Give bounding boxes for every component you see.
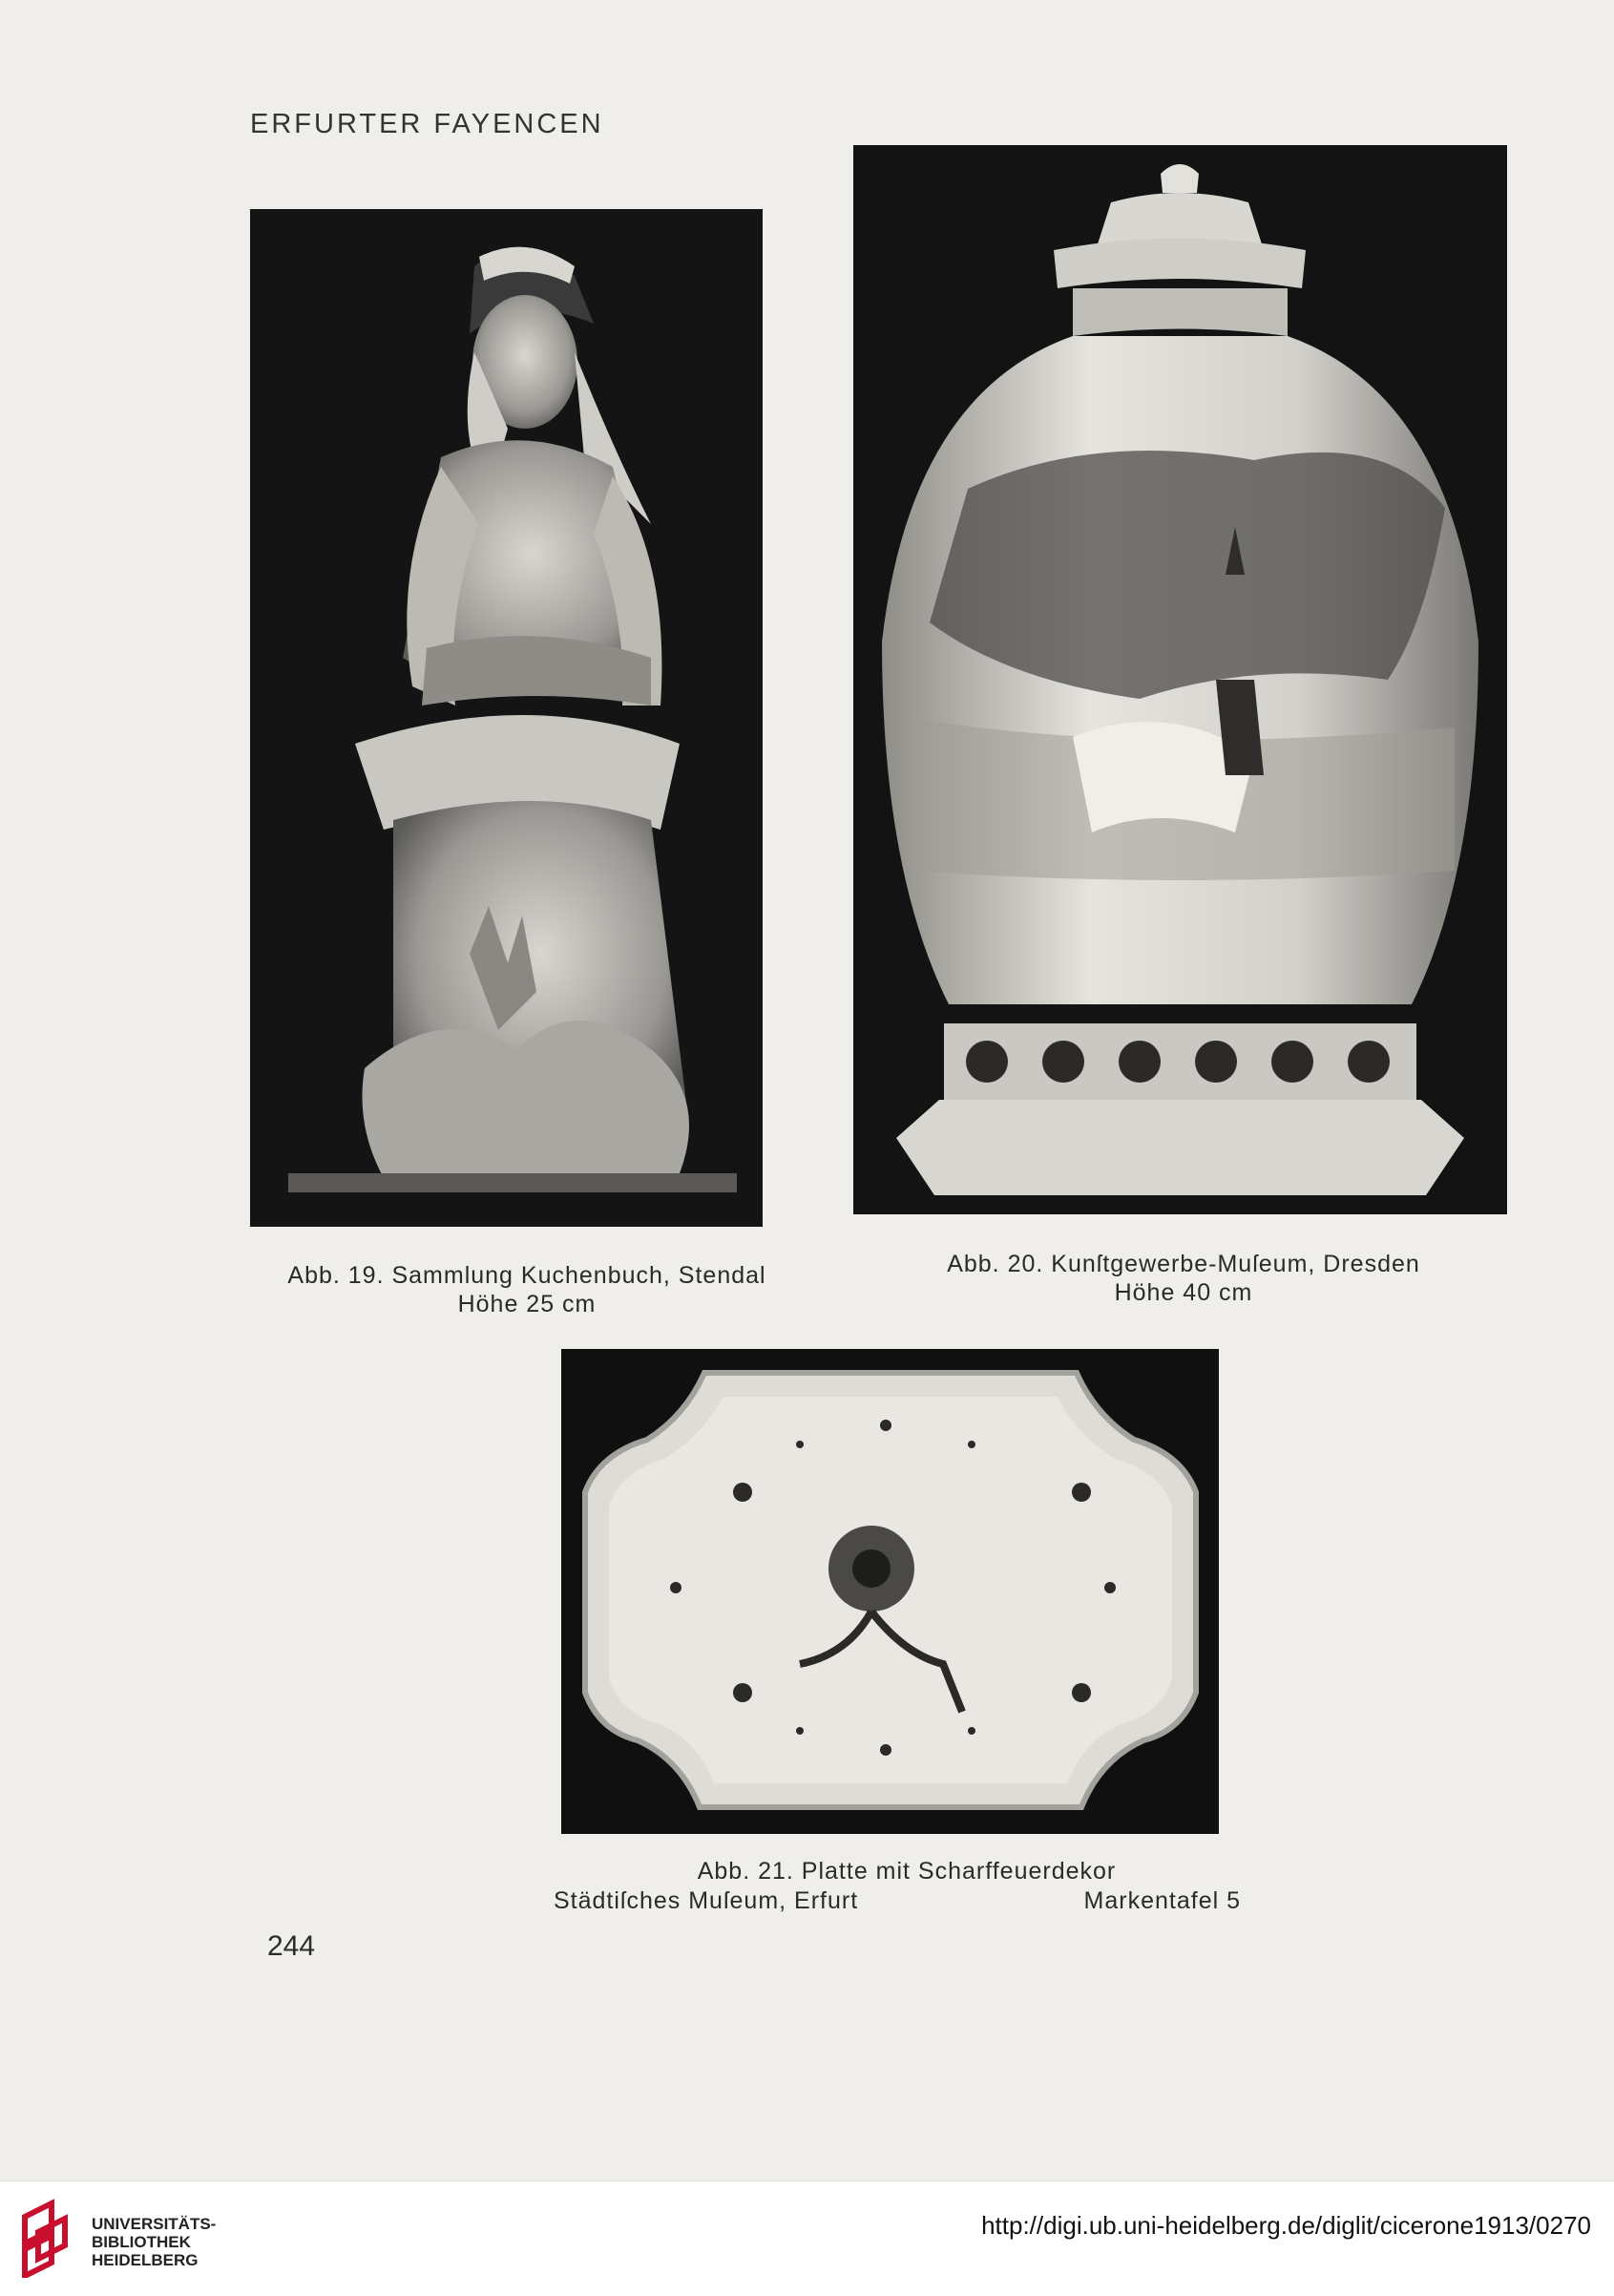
figure-19-caption-line2: Höhe 25 cm [457,1291,597,1317]
figure-19-caption-line1: Abb. 19. Sammlung Kuchenbuch, Stendal [287,1262,766,1289]
figure-19-caption [250,1261,804,1318]
figure-20-caption-line1: Abb. 20. Kunſtgewerbe-Muſeum, Dresden [947,1251,1420,1277]
figure-21-caption-line2-left: Städtiſches Muſeum, Erfurt [554,1887,859,1914]
library-logo-icon [19,2198,80,2278]
figure-19-figurine-photo [250,209,763,1227]
figure-21-caption-line1: Abb. 21. Platte mit Scharffeuerdekor [697,1858,1117,1885]
library-name-line2: BIBLIOTHEK [92,2233,191,2251]
running-title: ERFURTER FAYENCEN [250,109,604,139]
library-name-line3: HEIDELBERG [92,2251,199,2269]
page-number: 244 [267,1930,316,1962]
library-name [92,2215,216,2269]
source-url-link[interactable]: http://digi.ub.uni-heidelberg.de/diglit/cicerone1913/0270 [981,2211,1591,2240]
figure-21-platter-photo [561,1349,1219,1834]
figure-20-vase-photo [853,145,1507,1214]
figure-21-caption-line2-right: Markentafel 5 [1083,1887,1241,1914]
figure-20-caption [888,1250,1479,1307]
library-name-line1: UNIVERSITÄTS- [92,2215,217,2233]
figure-20-caption-line2: Höhe 40 cm [1114,1279,1253,1306]
